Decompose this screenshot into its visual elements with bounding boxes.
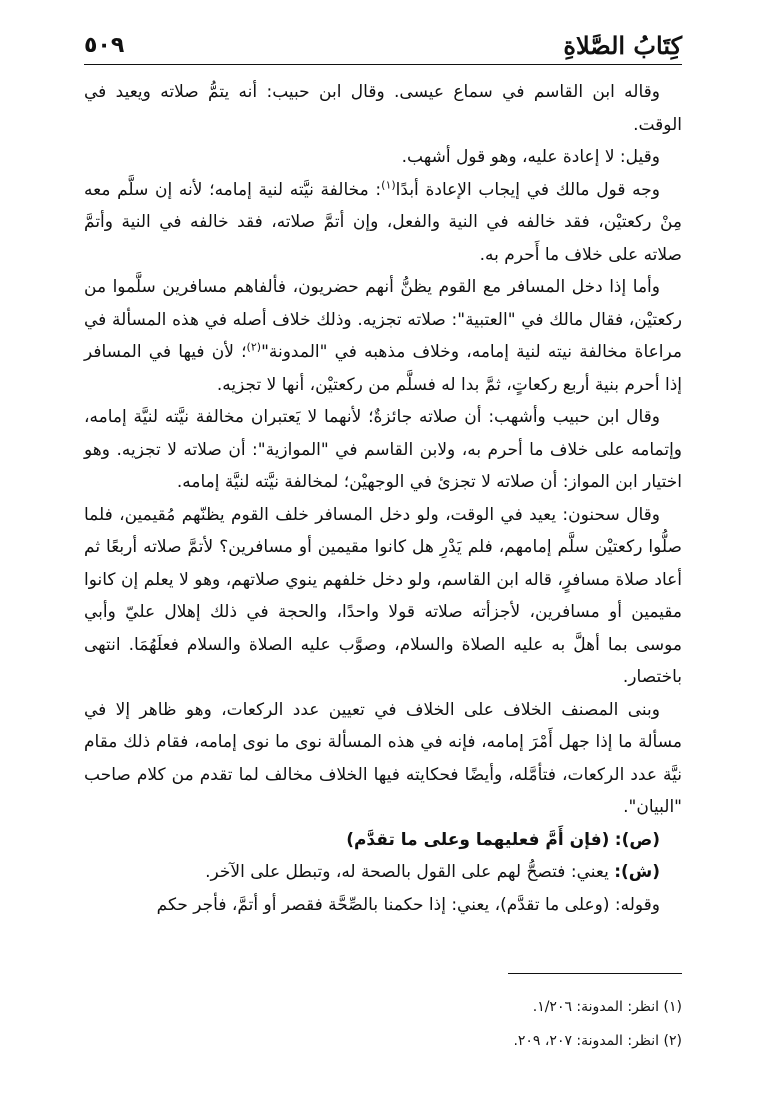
footnotes bbox=[84, 990, 682, 1058]
paragraph-4-text: ؛ لأن فيها في المسافر إذا أحرم بنية أربع ركعاتٍ، ثمَّ بدا له فسلَّم من ركعتيْن، أنها لا تجزيه. bbox=[84, 342, 682, 395]
paragraph-1: وقاله ابن القاسم في سماع عيسى. وقال ابن حبيب: أنه يتمُّ صلاته ويعيد في الوقت. bbox=[84, 82, 682, 135]
paragraph-4 bbox=[84, 271, 682, 401]
paragraph-3-text: : مخالفة نيَّته لنية إمامه؛ لأنه إن سلَّم معه مِنْ ركعتيْن، فقد خالفه في النية والفعل، وإن أتمَّ صلاته، فقد خالفه في النية وأتمَّ صلاته على خلاف ما أَحرم به. bbox=[84, 179, 682, 265]
paragraph-3 bbox=[84, 174, 682, 272]
commentary-text: يعني: فتصحُّ لهم على القول بالصحة له، وتبطل على الآخر. bbox=[205, 862, 609, 882]
paragraph-5: وقال ابن حبيب وأشهب: أن صلاته جائزةٌ؛ لأنهما لا يَعتبران مخالفة نيَّته لنيَّة إمامه، وإتمامه على خلاف ما أحرم به، ولابن القاسم في "الموازية": أن صلاته لا تجزيه. وهو اختيار ابن المواز: أن صلاته لا تجزئ في الوجهيْن؛ لمخالفة نيَّته لنيَّة إمامه. bbox=[84, 407, 682, 492]
footnote-2: (٢) انظر: المدونة: ٢٠٧، ٢٠٩. bbox=[513, 1033, 682, 1049]
commentary-label: (ش): bbox=[614, 862, 660, 882]
paragraph-6: وقال سحنون: يعيد في الوقت، ولو دخل المسافر خلف القوم يظنّهم مُقيمين، فلما صلُّوا ركعتيْن سلَّم إمامهم، فلم يَدْرِ هل كانوا مقيمين أو مسافرين؟ لأتمَّ صلاته أربعًا ثم أعاد صلاة مسافرٍ، قاله ابن القاسم، ولو دخل خلفهم ينوي صلاتهم، وهو لا يعلم إن كانوا مقيمين أو مسافرين، لأجزأته صلاته قولا واحدًا، والحجة في ذلك إهلال عليّ وأبي موسى بما أهلَّ به عليه الصلاة والسلام، وصوَّب عليه الصلاة والسلام فعلَهُمَا. انتهى باختصار. bbox=[84, 504, 682, 687]
commentary-line bbox=[84, 856, 682, 889]
footnote-reference-2[interactable]: (٢) bbox=[246, 340, 262, 354]
footnote-1: (١) انظر: المدونة: ١/٢٠٦. bbox=[532, 999, 682, 1015]
text-quote-line bbox=[84, 824, 682, 857]
quoted-text: (فإن أَمَّ فعليهما وعلى ما تقدَّم) bbox=[346, 829, 610, 850]
main-text bbox=[84, 76, 682, 921]
paragraph-7: وبنى المصنف الخلاف على الخلاف في تعيين عدد الركعات، وهو ظاهر إلا في مسألة ما إذا جهل أَمْرَ إمامه، فإنه في هذه المسألة نوى ما نوى إمامه، فقام ذلك مقام نيَّة عدد الركعات، فتأمَّله، وأيضًا فحكايته فيها الخلاف مخالف لما تقدم من كلام صاحب "البيان". bbox=[84, 699, 682, 817]
page-header bbox=[84, 30, 682, 65]
text-label: (ص): bbox=[614, 829, 660, 850]
paragraph-4-lead: وأما إذا دخل المسافر مع القوم يظنُّ أنهم حضريون، فألفاهم مسافرين سلَّموا من ركعتيْن، فقال مالك في "العتبية": صلاته تجزيه. وذلك خلاف أصله في هذه المسألة في مراعاة مخالفة نيته لنية إمامه، وخلاف مذهبه في "المدونة" bbox=[84, 277, 682, 362]
footnote-divider bbox=[508, 973, 682, 974]
footnote-reference-1[interactable]: (١) bbox=[381, 177, 396, 191]
paragraph-10: وقوله: (وعلى ما تقدَّم)، يعني: إذا حكمنا بالصِّحَّة فقصر أو أتمَّ، فأجر حكم bbox=[156, 894, 660, 915]
paragraph-3-lead: وجه قول مالك في إيجاب الإعادة أبدًا bbox=[395, 179, 660, 200]
page-number: ٥٠٩ bbox=[84, 33, 125, 58]
running-title: كِتَابُ الصَّلاةِ bbox=[563, 31, 682, 60]
paragraph-2: وقيل: لا إعادة عليه، وهو قول أشهب. bbox=[401, 147, 660, 167]
